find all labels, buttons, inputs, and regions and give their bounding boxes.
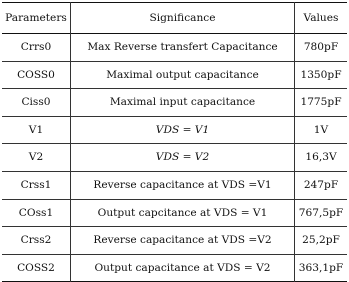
header-significance: Significance xyxy=(71,3,295,34)
cell-value: 25,2pF xyxy=(302,234,340,247)
table-row xyxy=(2,144,347,172)
cell-param: V2 xyxy=(2,144,71,172)
table-row xyxy=(2,254,347,282)
cell-significance-formula: VDS = V1 xyxy=(71,116,295,144)
table-header-row xyxy=(2,3,347,34)
cell-param: Crss2 xyxy=(2,227,71,255)
cell-param: COSS2 xyxy=(2,254,71,282)
cell-significance-formula: VDS = V2 xyxy=(71,144,295,172)
table-row xyxy=(2,199,347,227)
cell-param: V1 xyxy=(2,116,71,144)
table-row xyxy=(2,116,347,144)
cell-value: 247pF xyxy=(303,178,339,191)
cell-significance: Reverse capacitance at VDS =V1 xyxy=(71,171,295,199)
header-values: Values xyxy=(303,11,339,24)
table-row xyxy=(2,171,347,199)
cell-value: 1775pF xyxy=(300,96,342,109)
cell-param: Ciss0 xyxy=(2,89,71,117)
cell-value: 780pF xyxy=(303,41,339,53)
cell-param: COSS0 xyxy=(2,61,71,89)
cell-value: 1350pF xyxy=(300,68,342,81)
table-row xyxy=(2,61,347,89)
cell-value: 767,5pF xyxy=(298,206,344,219)
cell-significance: Max Reverse transfert Capacitance xyxy=(71,34,295,62)
cell-param: Crss1 xyxy=(2,171,71,199)
cell-significance: Output capacitance at VDS = V2 xyxy=(71,254,295,282)
cell-significance: Maximal input capacitance xyxy=(71,89,295,117)
table-row xyxy=(2,89,347,117)
cell-param: COss1 xyxy=(2,199,71,227)
parameters-table xyxy=(2,2,347,282)
cell-value: 16,3V xyxy=(305,151,337,164)
cell-value: 1V xyxy=(313,123,329,136)
cell-significance: Output capcitance at VDS = V1 xyxy=(71,199,295,227)
table-row xyxy=(2,227,347,255)
cell-significance: Reverse capacitance at VDS =V2 xyxy=(71,227,295,255)
header-parameters: Parameters xyxy=(2,3,71,34)
table-row xyxy=(2,34,347,62)
cell-value: 363,1pF xyxy=(298,261,344,274)
cell-significance: Maximal output capacitance xyxy=(71,61,295,89)
cell-param: Crrs0 xyxy=(2,34,71,62)
